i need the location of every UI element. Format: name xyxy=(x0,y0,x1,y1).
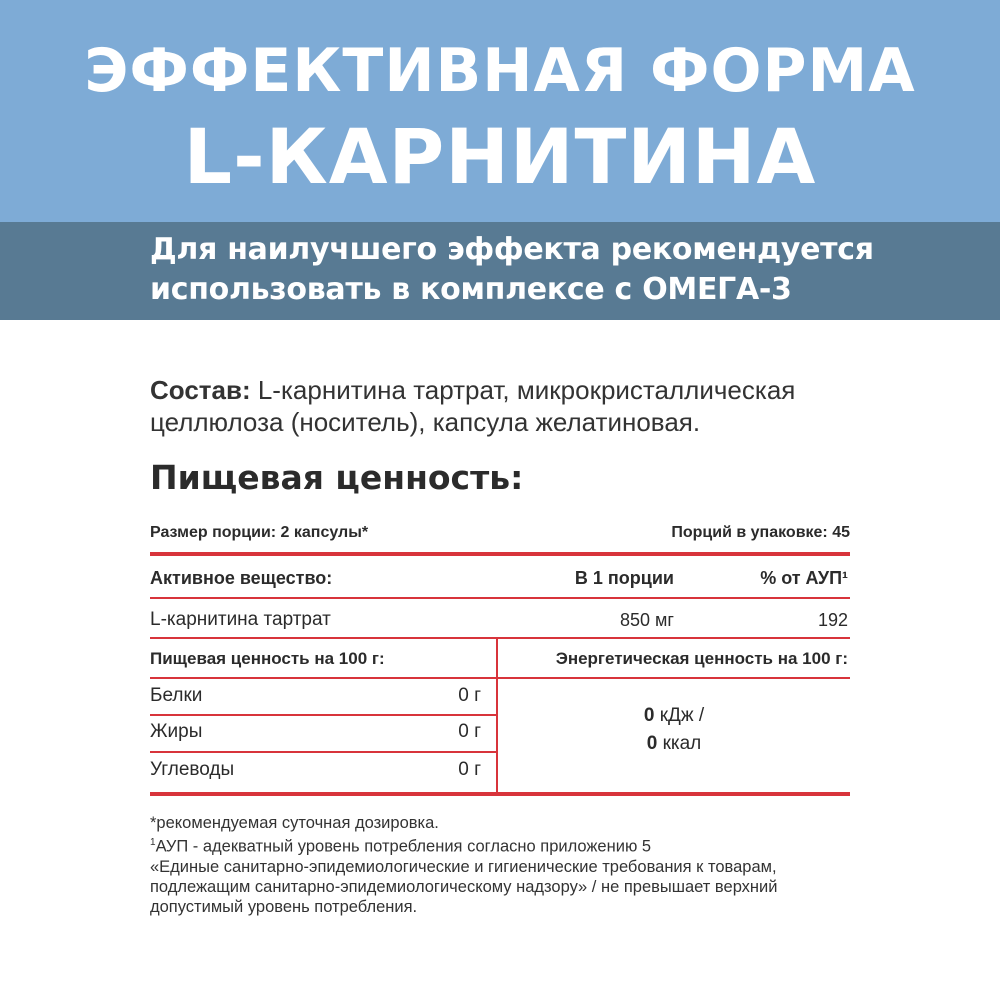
headline-line-2: L-КАРНИТИНА xyxy=(183,112,817,201)
per100-header-rule xyxy=(150,677,850,679)
footnotes xyxy=(150,813,860,917)
fat-value: 0 г xyxy=(458,721,481,742)
recommendation-line-1: Для наилучшего эффекта рекомендуется xyxy=(150,232,874,267)
carbs-label: Углеводы xyxy=(150,759,235,780)
footnote-1: *рекомендуемая суточная дозировка. xyxy=(150,814,439,832)
headline-line-1: ЭФФЕКТИВНАЯ ФОРМА xyxy=(84,36,916,106)
protein-rule xyxy=(150,714,496,716)
footnote-2-marker: 1 xyxy=(150,837,156,848)
nutrition-title: Пищевая ценность: xyxy=(150,458,524,497)
col-rda-header: % от АУП¹ xyxy=(760,568,848,588)
recommendation-line-2: использовать в комплексе с ОМЕГА-3 xyxy=(150,272,792,307)
energy-kj xyxy=(498,705,850,727)
footnote-3: «Единые санитарно-эпидемиологические и гигиенические требования к товарам, xyxy=(150,857,777,876)
energy-kcal-value: 0 xyxy=(646,733,658,754)
servings-per-pack: Порций в упаковке: 45 xyxy=(671,524,850,541)
table-top-rule xyxy=(150,552,850,556)
footnote-2-text: АУП - адекватный уровень потребления согласно приложению 5 xyxy=(155,837,652,856)
energy-kj-unit: кДж / xyxy=(654,705,705,726)
per100-title: Пищевая ценность на 100 г: xyxy=(150,649,385,668)
footnote-5: допустимый уровень потребления. xyxy=(150,897,418,916)
col-active-header: Активное вещество: xyxy=(150,568,333,588)
composition-text: L-карнитина тартрат, микрокристаллическая целлюлоза (носитель), капсула желатиновая. xyxy=(150,375,796,437)
footnote-2 xyxy=(150,833,860,857)
col-per-serving-header: В 1 порции xyxy=(574,568,674,588)
header-row-rule xyxy=(150,597,850,599)
energy-kcal xyxy=(498,733,850,755)
fat-rule xyxy=(150,751,496,753)
protein-label: Белки xyxy=(150,685,203,706)
composition-label: Состав: xyxy=(150,375,251,405)
carbs-value: 0 г xyxy=(458,759,481,780)
active-name: L-карнитина тартрат xyxy=(150,609,331,630)
energy-kj-value: 0 xyxy=(643,705,655,726)
energy-kcal-unit: ккал xyxy=(657,733,702,754)
footnote-4: подлежащим санитарно-эпидемиологическому надзору» / не превышает верхний xyxy=(150,877,778,896)
table-bottom-rule xyxy=(150,792,850,796)
energy-title: Энергетическая ценность на 100 г: xyxy=(555,649,848,668)
composition xyxy=(150,374,890,438)
fat-label: Жиры xyxy=(150,721,203,742)
serving-size: Размер порции: 2 капсулы* xyxy=(150,524,369,541)
active-row-rule xyxy=(150,637,850,639)
active-rda: 192 xyxy=(817,610,848,630)
active-per-serving: 850 мг xyxy=(620,610,674,630)
protein-value: 0 г xyxy=(458,685,481,706)
